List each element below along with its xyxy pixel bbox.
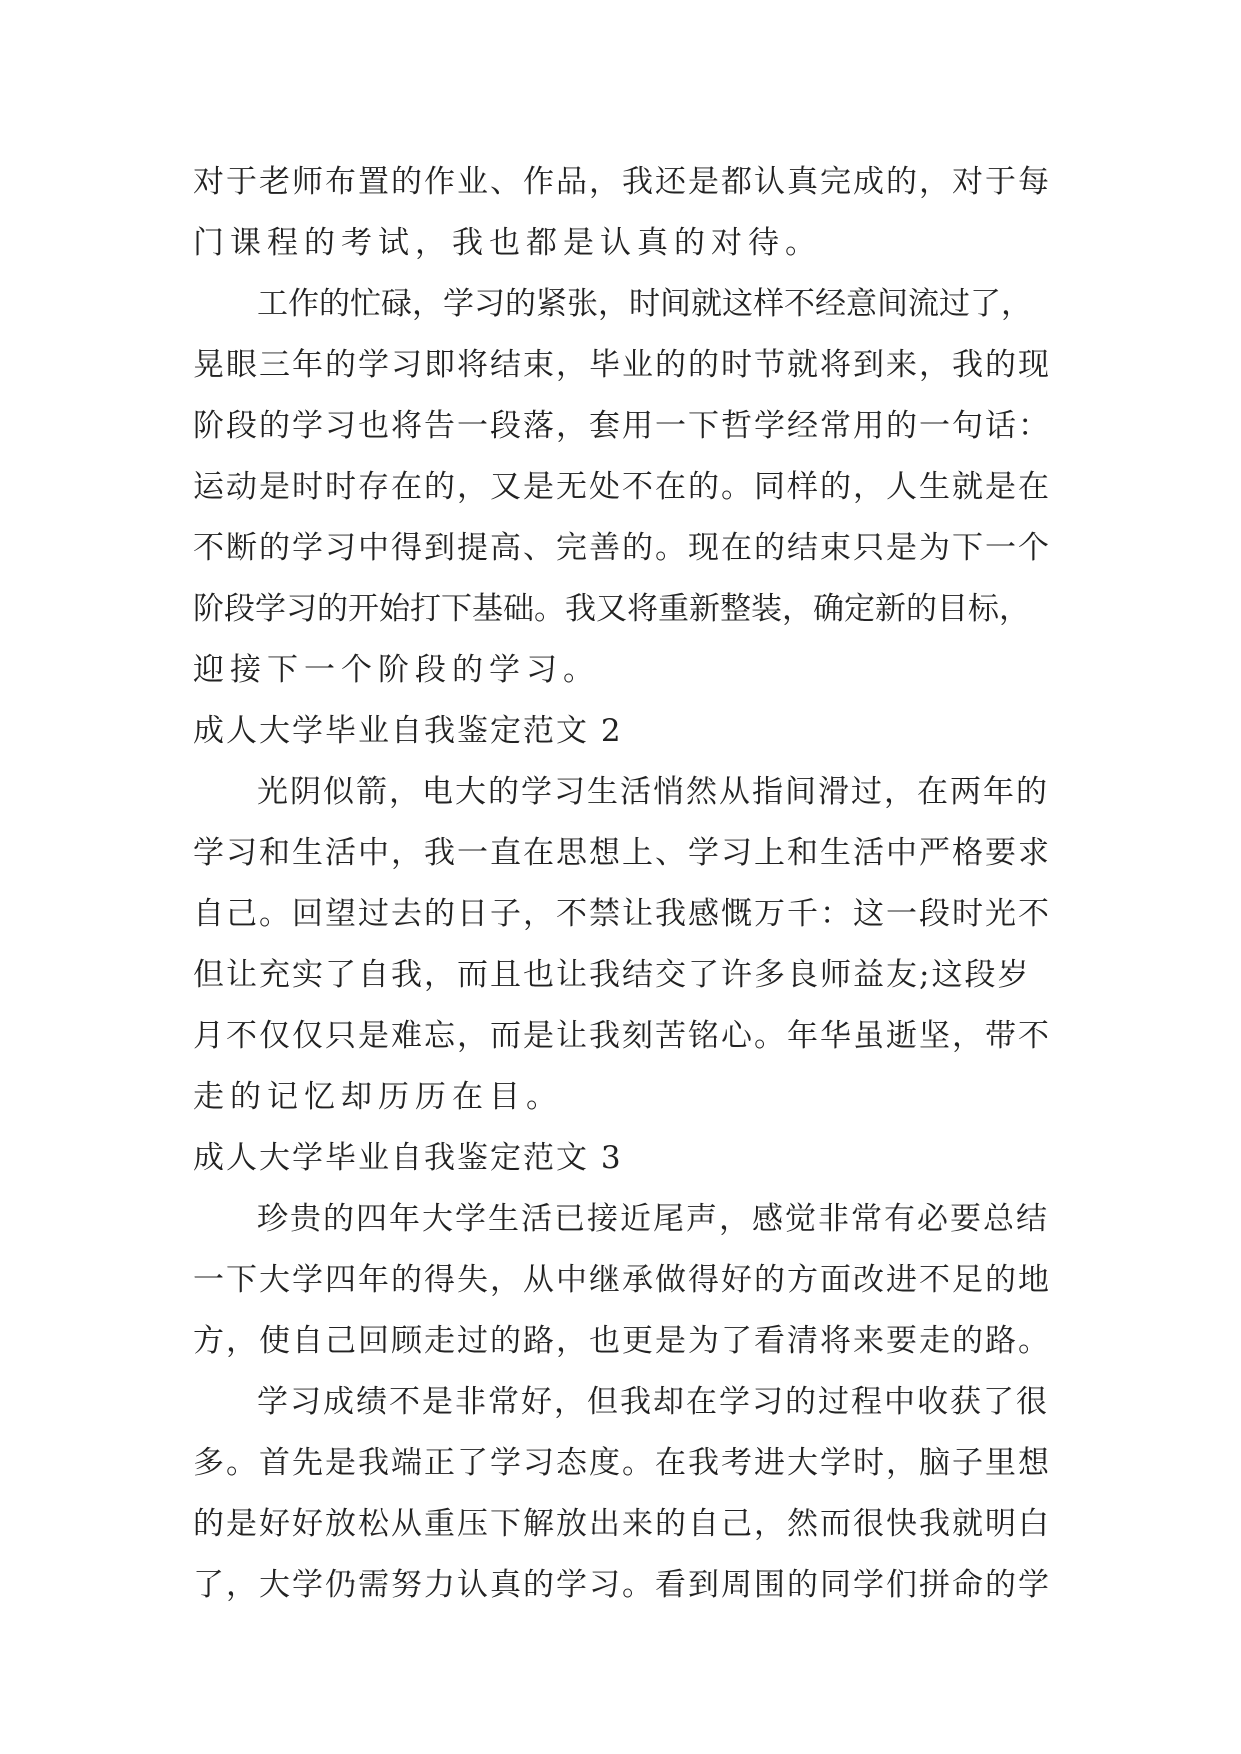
text-line: 阶段学习的开始打下基础。我又将重新整装，确定新的目标， bbox=[193, 591, 1030, 627]
text-line: 自己。回望过去的日子，不禁让我感慨万千：这一段时光不 bbox=[193, 896, 1051, 932]
paragraph-start: 工作的忙碌，学习的紧张，时间就这样不经意间流过了， bbox=[257, 286, 1032, 322]
paragraph-start: 光阴似箭，电大的学习生活悄然从指间滑过，在两年的 bbox=[257, 774, 1049, 810]
paragraph-start: 珍贵的四年大学生活已接近尾声，感觉非常有必要总结 bbox=[257, 1201, 1049, 1237]
section-heading: 成人大学毕业自我鉴定范文 3 bbox=[193, 1140, 623, 1176]
text-line: 门课程的考试，我也都是认真的对待。 bbox=[193, 225, 822, 261]
text-line: 一下大学四年的得失，从中继承做得好的方面改进不足的地 bbox=[193, 1262, 1051, 1298]
text-line: 了，大学仍需努力认真的学习。看到周围的同学们拼命的学 bbox=[193, 1567, 1051, 1603]
text-line: 迎接下一个阶段的学习。 bbox=[193, 652, 600, 688]
text-line: 阶段的学习也将告一段落，套用一下哲学经常用的一句话： bbox=[193, 408, 1051, 444]
section-heading: 成人大学毕业自我鉴定范文 2 bbox=[193, 713, 623, 749]
text-line: 走的记忆却历历在目。 bbox=[193, 1079, 563, 1115]
text-line: 不断的学习中得到提高、完善的。现在的结束只是为下一个 bbox=[193, 530, 1051, 566]
text-line: 学习和生活中，我一直在思想上、学习上和生活中严格要求 bbox=[193, 835, 1051, 871]
text-line: 对于老师布置的作业、作品，我还是都认真完成的，对于每 bbox=[193, 164, 1051, 200]
text-line: 月不仅仅只是难忘，而是让我刻苦铭心。年华虽逝坚，带不 bbox=[193, 1018, 1051, 1054]
paragraph-start: 学习成绩不是非常好，但我却在学习的过程中收获了很 bbox=[257, 1384, 1049, 1420]
text-line: 方，使自己回顾走过的路，也更是为了看清将来要走的路。 bbox=[193, 1323, 1051, 1359]
text-line: 但让充实了自我，而且也让我结交了许多良师益友;这段岁 bbox=[193, 957, 1031, 993]
text-line: 的是好好放松从重压下解放出来的自己，然而很快我就明白 bbox=[193, 1506, 1051, 1542]
text-line: 运动是时时存在的，又是无处不在的。同样的，人生就是在 bbox=[193, 469, 1051, 505]
text-line: 晃眼三年的学习即将结束，毕业的的时节就将到来，我的现 bbox=[193, 347, 1051, 383]
text-line: 多。首先是我端正了学习态度。在我考进大学时，脑子里想 bbox=[193, 1445, 1051, 1481]
